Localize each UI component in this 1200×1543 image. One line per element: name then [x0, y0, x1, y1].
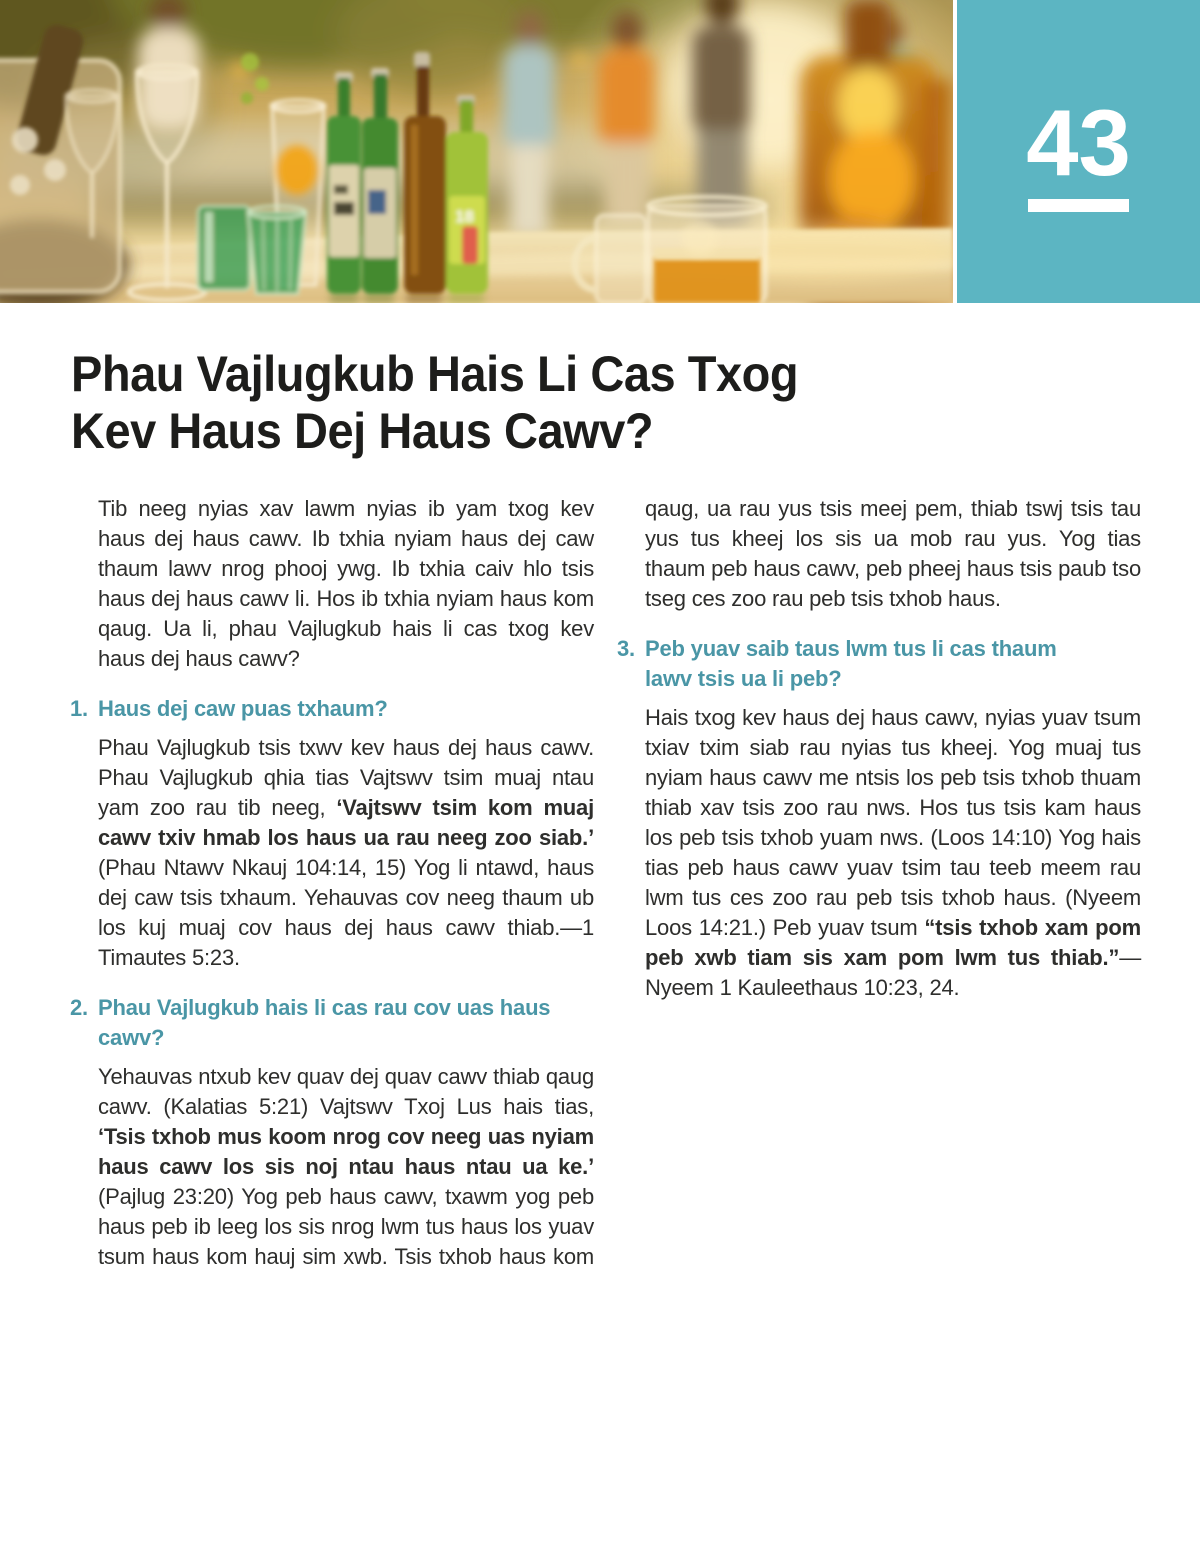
- lesson-number-underline: [1028, 199, 1129, 212]
- lesson-number-box: [957, 0, 1200, 303]
- page-title: [71, 346, 798, 460]
- article-body: [70, 494, 1141, 1278]
- section-paragraph-3: Hais txog kev haus dej haus cawv, nyias yuav tsum txiav txim siab rau nyias tus kheej. Yog muaj tus nyiam haus cawv me ntsis los peb tsis txhob thuam thiab xav tsis zoo rau nws. Hos tus tsis kam haus los peb tsis txhob yuam nws. (Loos 14:10) Yog hais tias peb haus cawv yuav tsim tau teeb meem rau lwm tus ces zoo rau peb tsis txhob haus. (Nyeem Loos 14:21.) Peb yuav tsum “tsis txhob xam pom peb xwb tiam sis xam pom lwm tus thiab.”—Nyeem 1 Kauleethaus 10:23, 24.: [645, 705, 1141, 1000]
- section-number: 1.: [70, 696, 88, 721]
- section-heading-2: [70, 993, 553, 1053]
- title-line-1: Phau Vajlugkub Hais Li Cas Txog: [71, 346, 799, 402]
- section-paragraph-1: Phau Vajlugkub tsis txwv kev haus dej haus cawv. Phau Vajlugkub qhia tias Vajtswv tsim muaj ntau yam zoo rau tib neeg, ‘Vajtswv tsim kom muaj cawv txiv hmab los haus ua rau neeg zoo siab.’ (Phau Ntawv Nkauj 104:14, 15) Yog li ntawd, haus dej caw tsis txhaum. Yehauvas cov neeg thaum ub los kuj muaj cov haus dej haus cawv thiab.—1 Timautes 5:23.: [98, 735, 594, 970]
- section-heading-text: Haus dej caw puas txhaum?: [98, 696, 388, 721]
- section-number: 2.: [70, 995, 88, 1020]
- header: [0, 0, 1200, 303]
- bottle-label-text: 18: [455, 207, 474, 226]
- section-paragraph-2: Yehauvas ntxub kev quav dej quav cawv thiab qaug cawv. (Kalatias 5:21) Vajtswv Txoj Lus hais tias, ‘Tsis txhob mus koom nrog cov neeg uas nyiam haus cawv los sis noj ntau haus ntau ua ke.’ (Pajlug 23:20) Yog peb haus cawv, txawm yog peb haus peb ib leeg los sis nrog lwm tus haus los yuav tsum haus kom hauj sim xwb. Tsis txhob haus kom qaug, ua rau yus tsis meej pem, thiab tswj tsis tau yus tus kheej los sis ua mob rau yus. Yog tias thaum peb haus cawv, peb pheej haus tsis paub tso tseg ces zoo rau peb tsis txhob haus.: [98, 496, 1141, 1269]
- header-photo-illustration: [0, 0, 953, 303]
- section-number: 3.: [617, 636, 635, 661]
- section-heading-1: [70, 694, 553, 724]
- title-line-2: Kev Haus Dej Haus Cawv?: [71, 403, 654, 459]
- section-heading-text: Peb yuav saib taus lwm tus li cas thaum lawv tsis ua li peb?: [645, 636, 1057, 691]
- header-photo: [0, 0, 953, 303]
- lesson-number: 43: [1026, 90, 1131, 195]
- section-heading-text: Phau Vajlugkub hais li cas rau cov uas haus cawv?: [98, 995, 551, 1050]
- warm-tint-overlay: [0, 0, 953, 303]
- section-heading-3: [617, 634, 1100, 694]
- intro-paragraph: Tib neeg nyias xav lawm nyias ib yam txog kev haus dej haus cawv. Ib txhia nyiam haus dej caw thaum lawv nrog phooj ywg. Ib txhia caiv hlo tsis haus dej haus cawv li. Hos ib txhia nyiam haus kom qaug. Ua li, phau Vajlugkub hais li cas txog kev haus dej haus cawv?: [98, 496, 594, 671]
